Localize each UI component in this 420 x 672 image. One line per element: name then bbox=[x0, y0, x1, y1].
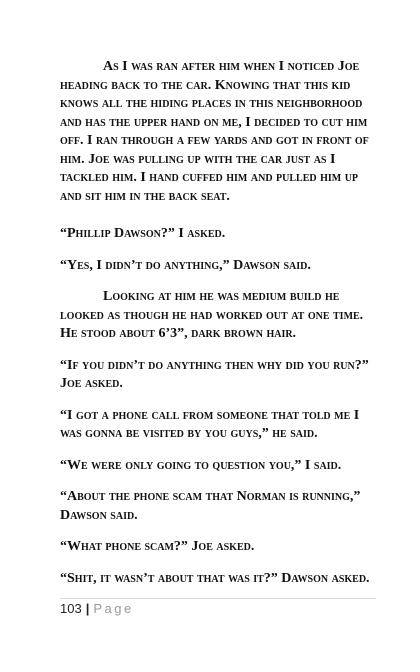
page-footer bbox=[60, 598, 376, 616]
paragraph-2: “Phillip Dawson?” I asked. bbox=[60, 226, 226, 241]
paragraph-4: Looking at him he was medium build he looked as though he had worked out at one time. He stood about 6’3”, dark brown hair. bbox=[60, 289, 364, 341]
paragraph-3: “Yes, I didn’t do anything,” Dawson said. bbox=[60, 257, 311, 273]
paragraph-5: “If you didn’t do anything then why did you run?” Joe asked. bbox=[60, 357, 369, 391]
paragraph-8: “About the phone scam that Norman is running,” Dawson said. bbox=[60, 489, 361, 523]
page-body bbox=[60, 58, 378, 601]
footer-separator: | bbox=[85, 601, 90, 616]
page-label: Page bbox=[93, 601, 134, 616]
paragraph-7: “We were only going to question you,” I said. bbox=[60, 457, 342, 473]
paragraph-6: “I got a phone call from someone that told me I was gonna be visited by you guys,” he said. bbox=[60, 407, 360, 441]
paragraph-10: “Shit, it wasn’t about that was it?” Dawson asked. bbox=[60, 570, 370, 586]
page-number: 103 bbox=[60, 601, 82, 616]
paragraph-9: “What phone scam?” Joe asked. bbox=[60, 539, 255, 554]
paragraph-1: As I was ran after him when I noticed Joe heading back to the car. Knowing that this kid knows all the hiding places in this neighborhood and has the upper hand on me, I decided to cut him off. I ran through a few yards and got in front of him. Joe was pulling up with the car just as I tackled him. I hand cuffed him and pulled him up and sit him in the back seat. bbox=[60, 59, 369, 204]
